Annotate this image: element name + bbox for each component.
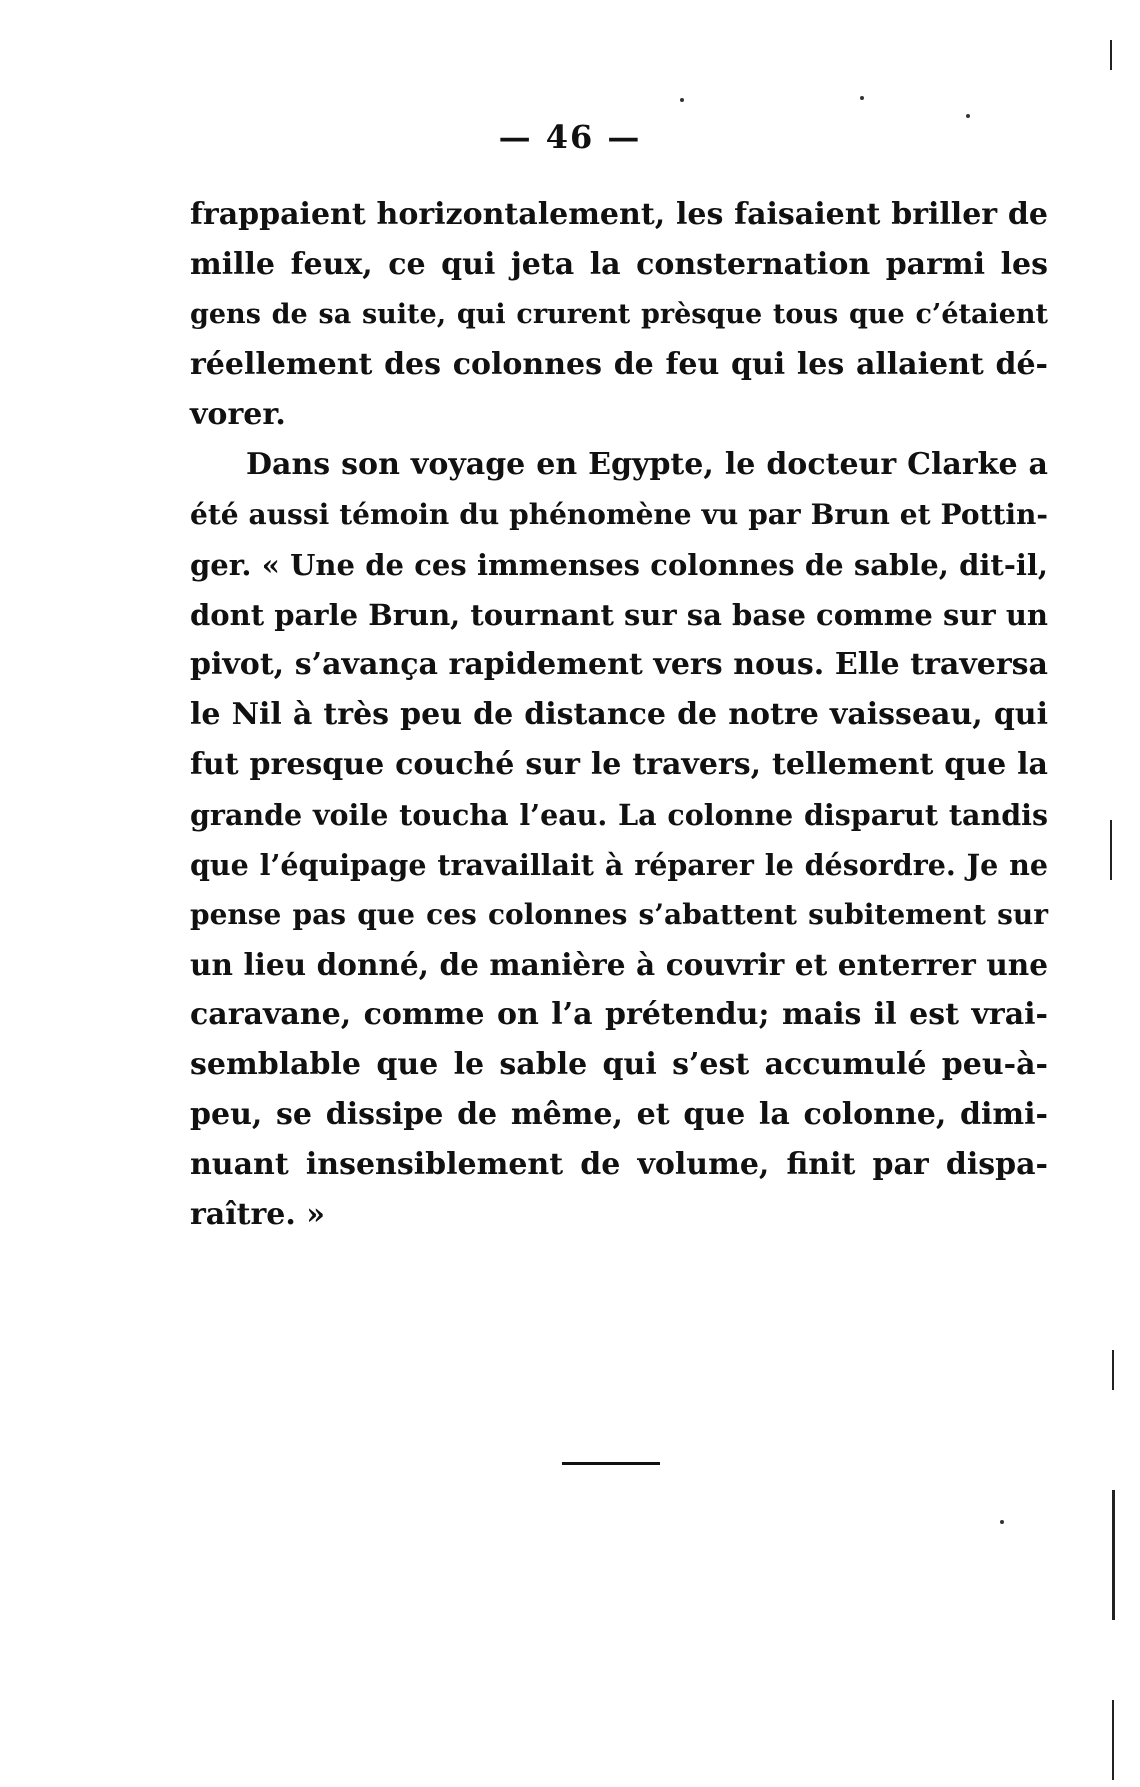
text-line: été aussi témoin du phénomène vu par Brun et Pottin- [190,498,1048,531]
text-line: caravane, comme on l’a prétendu; mais il est vrai- [190,997,1048,1032]
scan-edge-mark [1112,1700,1114,1780]
scan-speck [966,114,970,118]
text-line: pense pas que ces colonnes s’abattent subitement sur [190,898,1048,931]
text-line: nuant insensiblement de volume, finit par dispa- [190,1147,1048,1182]
page-number: — 46 — [498,118,642,156]
text-line: gens de sa suite, qui crurent prèsque tous que c’étaient [190,299,1048,330]
text-line: dont parle Brun, tournant sur sa base comme sur un [190,598,1048,632]
text-line: réellement des colonnes de feu qui les allaient dé- [190,347,1048,382]
end-rule [562,1462,660,1465]
scan-speck [1000,1520,1004,1524]
text-line: fut presque couché sur le travers, tellement que la [190,747,1048,782]
scan-edge-mark [1110,820,1112,880]
text-line: pivot, s’avança rapidement vers nous. Elle traversa [190,647,1048,682]
scan-speck [680,98,684,102]
text-line: grande voile toucha l’eau. La colonne disparut tandis [190,798,1048,832]
text-line: raître. » [190,1197,326,1232]
scan-speck [860,96,864,100]
text-line: le Nil à très peu de distance de notre vaisseau, qui [190,697,1048,732]
text-line: que l’équipage travaillait à réparer le désordre. Je ne [190,848,1048,882]
text-line: Dans son voyage en Egypte, le docteur Clarke a [246,447,1048,482]
scan-edge-mark [1112,1490,1115,1620]
body-text [190,190,1048,1240]
scan-edge-mark [1110,40,1112,70]
text-line: peu, se dissipe de même, et que la colonne, dimi- [190,1097,1048,1132]
text-line: frappaient horizontalement, les faisaient briller de [190,197,1048,232]
scan-edge-mark [1112,1350,1114,1390]
text-line: un lieu donné, de manière à couvrir et enterrer une [190,947,1048,982]
text-line: semblable que le sable qui s’est accumulé peu-à- [190,1047,1048,1082]
text-line: ger. « Une de ces immenses colonnes de sable, dit-il, [190,548,1048,582]
text-line: mille feux, ce qui jeta la consternation parmi les [190,247,1048,282]
text-line: vorer. [190,397,286,432]
